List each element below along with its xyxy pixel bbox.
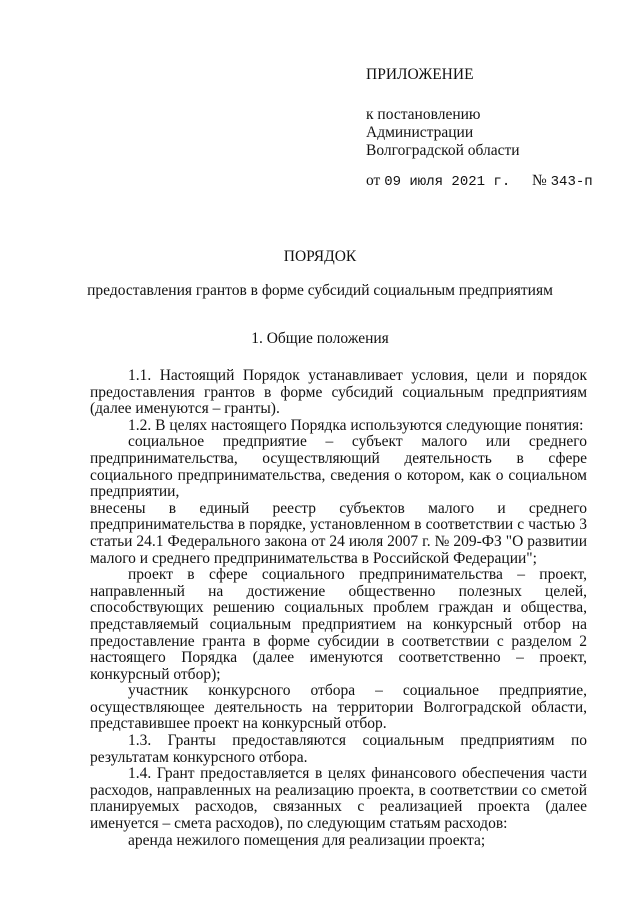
reference-line-1: к постановлению bbox=[366, 106, 481, 123]
paragraph-1-3: 1.3. Гранты предоставляются социальным предприятиям по результатам конкурсного отбора. bbox=[90, 732, 587, 766]
section-title: 1. Общие положения bbox=[251, 330, 389, 347]
document-body bbox=[90, 368, 587, 849]
definition-social-enterprise: социальное предприятие – субъект малого или среднего предпринимательства, осуществляющий деятельность в сфере социального предпринимательства, сведения о котором, как о социальном предприятии, bbox=[90, 433, 587, 501]
decree-number: 343-п bbox=[550, 174, 593, 190]
appendix-label: ПРИЛОЖЕНИЕ bbox=[366, 66, 474, 83]
decree-date-line bbox=[366, 172, 593, 190]
list-item-rent: аренда нежилого помещения для реализации проекта; bbox=[128, 831, 486, 849]
document-subtitle: предоставления грантов в форме субсидий социальным предприятиям bbox=[87, 282, 553, 299]
number-sign: № bbox=[531, 172, 547, 189]
date-prefix: от bbox=[366, 172, 381, 189]
decree-date: 09 июля 2021 г. bbox=[384, 174, 511, 190]
definition-project: проект в сфере социального предпринимательства – проект, направленный на достижение общественно полезных целей, способствующих решению социальных проблем граждан и общества, представляемый социальным предприятием на конкурсный отбор на предоставление гранта в форме субсидии в соответствии с разделом 2 настоящего Порядка (далее именуются соответственно – проект, конкурсный отбор); bbox=[90, 566, 587, 683]
reference-line-3: Волгоградской области bbox=[366, 142, 520, 159]
paragraph-1-4: 1.4. Грант предоставляется в целях финансового обеспечения части расходов, направленных на реализацию проекта, в соответствии со сметой планируемых расходов, связанных с реализацией проекта (далее именуется – смета расходов), по следующим статьям расходов: bbox=[90, 765, 587, 833]
definition-participant: участник конкурсного отбора – социальное предприятие, осуществляющее деятельность на территории Волгоградской области, представившее проект на конкурсный отбор. bbox=[90, 682, 587, 733]
document-title: ПОРЯДОК bbox=[283, 248, 357, 265]
reference-line-2: Администрации bbox=[366, 124, 474, 141]
paragraph-1-1: 1.1. Настоящий Порядок устанавливает условия, цели и порядок предоставления грантов в форме субсидий социальным предприятиям (далее именуются – гранты). bbox=[90, 367, 587, 418]
paragraph-1-2: 1.2. В целях настоящего Порядка используются следующие понятия: bbox=[128, 416, 584, 434]
definition-social-enterprise-end: предпринимательства в порядке, установленном в соответствии с частью 3 статьи 24.1 Федерального закона от 24 июля 2007 г. № 209-ФЗ "О развитии малого и среднего предпринимательства в Российской Федерации"; bbox=[90, 516, 587, 567]
definition-social-enterprise-cont: внесены в единый реестр субъектов малого и среднего bbox=[90, 499, 587, 517]
